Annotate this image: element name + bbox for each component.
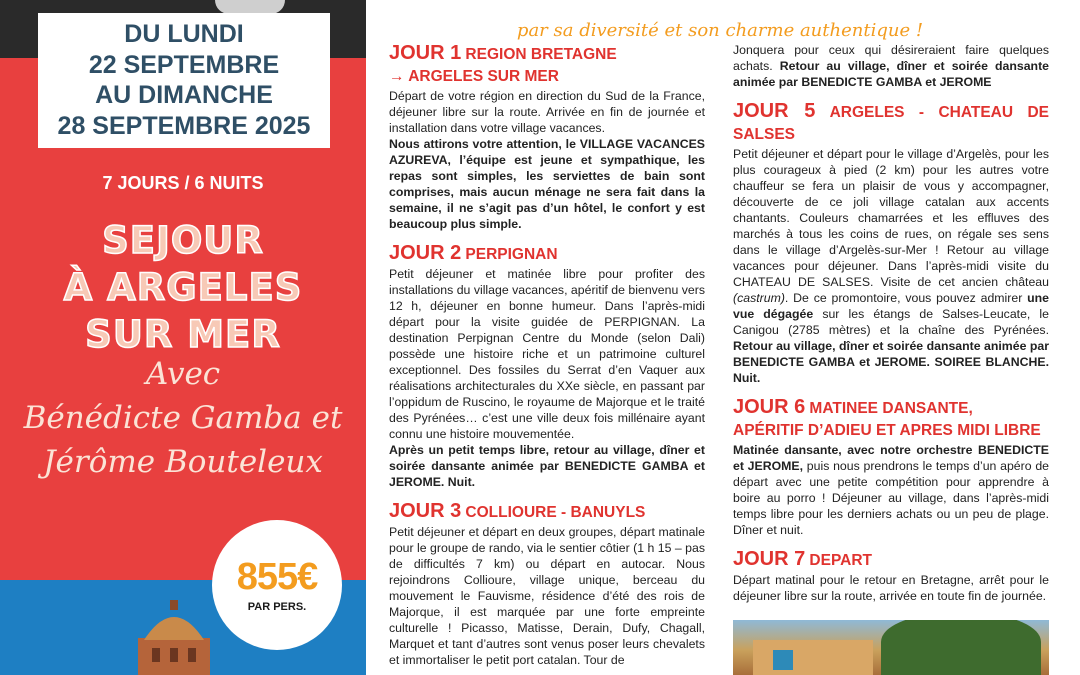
trip-title-line: SEJOUR	[102, 219, 264, 262]
house-wall	[753, 640, 873, 675]
program-column-1	[389, 42, 705, 668]
day-text-part: sur les étangs de Salses-Leucate, le Canigou (2785 mètres) et la chaîne des Pyrénées.	[733, 307, 1050, 337]
day-text-bold: Nous attirons votre attention, le VILLAGE VACANCES AZUREVA, l’équipe est jeune et sympathique, les repas sont simples, les serviettes de bain sont comprises, mais aucun ménage ne sera fait dans la semaine, il ne s’agit pas d’un hôtel, le confort y est beaucoup plus simple.	[389, 137, 705, 231]
day-title: REGION BRETAGNE	[465, 46, 617, 63]
day-heading	[733, 100, 1049, 146]
artists	[0, 352, 366, 484]
day-section	[733, 100, 1049, 386]
tagline-text: par sa diversité et son charme authentique !	[516, 20, 924, 41]
day-text-bold-inline: une vue dégagée	[733, 291, 1049, 321]
day-heading	[733, 548, 1049, 572]
duration: 7 JOURS / 6 NUITS	[102, 173, 264, 193]
day-section	[733, 396, 1049, 538]
trip-title-line: SUR MER	[85, 313, 281, 356]
day-title-2: APÉRITIF D’ADIEU ET APRES MIDI LIBRE	[733, 422, 1041, 439]
day-title: ARGELES - CHATEAU DE SALSES	[733, 104, 1049, 143]
left-banner	[0, 0, 366, 675]
day-text-italic: (castrum)	[733, 291, 785, 305]
artists-line: Jérôme Bouteleux	[43, 444, 323, 480]
day-heading	[389, 242, 705, 266]
day-section	[733, 548, 1049, 604]
date-line: AU DIMANCHE	[95, 81, 273, 109]
day-text	[733, 42, 1049, 90]
price-badge	[212, 520, 342, 650]
date-line: DU LUNDI	[124, 20, 244, 48]
trip-title-line: À ARGELES	[63, 266, 303, 309]
day-section-continued	[733, 42, 1049, 90]
tree	[881, 620, 1041, 675]
day-text: Petit déjeuner et matinée libre pour profiter des installations du village vacances, apéritif de bienvenu vers 12 h, déjeuner en bonne humeur. Dans l’après-midi départ pour la visite guidée de PERPIGNAN. La destination Perpignan Centre du Monde (selon Dali) possède une histoire riche et un patrimoine culturel exceptionnel. Des fossiles du Serrat d’en Vaquer aux réalisations architecturales du XXe siècle, en passant par l’oppidum de Ruscino, le royaume de Majorque et le traité des Pyrénées… c’est une ville deux fois millénaire ayant connu une histoire mouvementée.	[389, 267, 705, 441]
day-text: Petit déjeuner et départ en deux groupes, départ matinale pour le groupe de rando, via le sentier côtier (1 h 15 – pas de difficultés 7 km) ou départ en autocar. Nous rejoindrons Collioure, village unique, berceau du mouvement le Fauvisme, résidence d’été des rois de Majorque, il est marquée par une forte empreinte culturelle ! Picasso, Matisse, Derain, Dufy, Chagall, Marquet et tant d’autres sont venus poser leurs chevalets et immortaliser le petit port catalan. Tour de	[389, 525, 705, 667]
day-heading	[389, 500, 705, 524]
house-window	[773, 650, 793, 670]
day-text-part: Petit déjeuner et départ pour le village d’Argelès, pour les plus courageux à pied (2 km) pour les autres votre chauffeur se fera un plaisir de vous y accompagner, découverte de ce joli village catalan aux accents chantants. Couleurs chamarrées et les effluves des marchés à tous les coins de rues, on régale ses sens dans le village d’Argelès-sur-Mer ! Retour au village vacances pour déjeuner. Dans l’après-midi visite du CHATEAU DE SALSES. Visite de cet ancien château	[733, 147, 1049, 289]
day-section	[389, 500, 705, 668]
artists-line: Bénédicte Gamba et	[23, 400, 343, 436]
day-text-bold: Retour au village, dîner et soirée dansante animée par BENEDICTE GAMBA et JEROME. SOIREE BLANCHE. Nuit.	[733, 339, 1049, 385]
bell-tower-image	[132, 598, 216, 675]
date-line: 22 SEPTEMBRE	[88, 50, 280, 79]
day-title-2: → ARGELES SUR MER	[389, 68, 559, 85]
day-text-bold: Après un petit temps libre, retour au village, dîner et soirée dansante animée par BENEDICTE GAMBA et JEROME. Nuit.	[389, 443, 705, 489]
day-section	[389, 42, 705, 232]
day-text-part: . De ce promontoire, vous pouvez admirer	[784, 291, 1023, 305]
day-text	[733, 442, 1049, 538]
continued-text-bold: Retour au village, dîner et soirée dansante animée par BENEDICTE GAMBA et JEROME	[733, 59, 1049, 89]
price-per: PAR PERS.	[247, 601, 307, 613]
day-text	[733, 146, 1049, 386]
date-line: 28 SEPTEMBRE 2025	[57, 111, 311, 140]
day-number: JOUR 5	[733, 100, 816, 122]
day-number: JOUR 3	[389, 500, 462, 522]
price-amount: 855€	[236, 556, 318, 598]
day-section	[389, 242, 705, 490]
trip-title	[0, 217, 366, 358]
tagline	[380, 0, 1060, 45]
village-photo	[733, 620, 1049, 675]
day-subheading	[389, 66, 705, 88]
day-title: DEPART	[809, 552, 872, 569]
day-title: COLLIOURE - BANUYLS	[465, 504, 646, 521]
day-subheading	[733, 420, 1049, 442]
day-heading	[733, 396, 1049, 420]
day-number: JOUR 7	[733, 548, 806, 570]
artists-line: Avec	[145, 356, 221, 392]
day-heading	[389, 42, 705, 66]
day-text: Départ matinal pour le retour en Bretagne, arrêt pour le déjeuner libre sur la route, arrivée en toute fin de journée.	[733, 573, 1049, 603]
program-column-2	[733, 42, 1049, 604]
day-number: JOUR 1	[389, 42, 462, 64]
day-title: MATINEE DANSANTE,	[809, 400, 973, 417]
day-number: JOUR 6	[733, 396, 806, 418]
day-text-part: puis nous prendrons le temps d’un apéro de départ avec une petite compétition pour apprendre à boire au porro ! Déjeuner au village, dans l’après-midi temps libre pour les derniers achats ou un peu de plage. Dîner et nuit.	[733, 459, 1049, 537]
day-number: JOUR 2	[389, 242, 462, 264]
continued-text: Jonquera pour ceux qui désireraient faire quelques achats.	[733, 43, 1049, 73]
date-box	[38, 13, 330, 148]
photo-fragment	[215, 0, 285, 14]
day-title: PERPIGNAN	[465, 246, 558, 263]
day-text: Départ de votre région en direction du Sud de la France, déjeuner libre sur la route. Arrivée en fin de journée et installation dans votre village vacances.	[389, 89, 705, 135]
day-text-bold: Matinée dansante, avec notre orchestre BENEDICTE et JEROME,	[733, 443, 1049, 473]
